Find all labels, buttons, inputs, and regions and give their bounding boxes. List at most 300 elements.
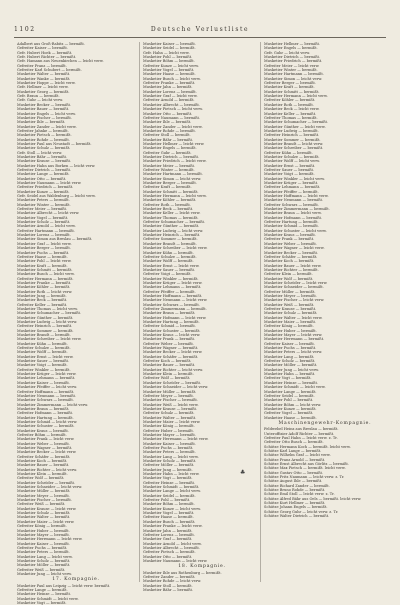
list-item: Gefreiter Böhm — bermißt. xyxy=(17,432,67,437)
list-item: Musketier Schröder — bermißt. xyxy=(143,380,202,385)
list-item: Musketier Huber — bermißt. xyxy=(17,528,70,533)
list-item: Musketier Bauer — bermißt. xyxy=(17,463,70,468)
list-item: Musketier Krüger — leicht verw. xyxy=(143,280,203,285)
list-item: Musketier Kühn — bermißt. xyxy=(17,341,68,346)
list-item: Musketier Winter — bermißt. xyxy=(264,68,318,73)
section-heading: 18. Kompagnie. xyxy=(178,564,226,570)
list-item: Schütze Kurt Hellmer — bermißt. xyxy=(264,501,326,506)
printer-mark-icon: ♣ xyxy=(240,469,246,476)
list-item: Musketier Meyer — bermißt. xyxy=(264,293,317,298)
list-item: Gefreiter Lehmann — bermißt. xyxy=(264,185,321,190)
list-item: Musketier Wagner — leicht verw. xyxy=(264,246,325,251)
list-item: Musketier Wolff — bermißt. xyxy=(17,350,68,355)
list-item: Gefreiter Lorenz — bermißt. xyxy=(143,532,195,537)
list-item: Gefreiter Heinrich — bermißt. xyxy=(264,133,320,138)
list-item: Gefreiter Otto Busch — bermißt. xyxy=(264,440,324,445)
list-item: Musketier Hofmann — bermißt. xyxy=(264,215,323,220)
list-item: Musketier Seidel — bermißt. xyxy=(143,46,196,51)
list-item: Gefreiter Seidel — bermißt. xyxy=(264,393,315,398)
list-item: Musketier Walter — bermißt. xyxy=(143,415,197,420)
list-item: Musketier Peters — bermißt. xyxy=(17,550,70,555)
list-item: Gefreiter Möller — bermißt. xyxy=(143,463,195,468)
column-3 xyxy=(264,42,386,582)
list-item: Gefreiter Schmid — bermißt. xyxy=(143,324,196,329)
list-item: Musketier Heinrich — bermißt. xyxy=(143,233,201,238)
list-item: Adalbert aus Groß-Rabitz — bermißt. xyxy=(17,42,86,46)
list-item: Gefreiter Krause — bermißt. xyxy=(264,306,317,311)
list-item: Gefr. Hubert Hoek — bermißt. xyxy=(17,50,73,55)
list-item: Gefreiter Meier — bermißt. xyxy=(17,207,68,212)
list-item: Musketier Neumann — leicht verw. xyxy=(143,298,208,303)
list-item: Musketier Lang — bermißt. xyxy=(264,354,315,359)
list-item: Musketier Haase — bermißt. xyxy=(264,415,317,420)
list-item: Musketier Lang — leicht verw. xyxy=(143,454,199,459)
list-item: Musketier Franke — leicht verw. xyxy=(143,524,203,529)
list-item: Gefreiter Meyer — bermißt. xyxy=(143,393,195,398)
list-item: Musketier Maier — bermißt. xyxy=(264,320,317,324)
list-item: Musketier Wanke — bermißt. xyxy=(17,76,71,81)
list-item: Musketier Ernst — leicht verw. xyxy=(143,263,200,268)
list-item: Schütze Richard Zander — bermißt. xyxy=(264,483,330,488)
list-item: Musketier Thomas — leicht verw. xyxy=(17,306,78,311)
list-item: Musketier Jung — bermißt. xyxy=(17,293,67,298)
list-item: Gefreiter Schumacher — bermißt. xyxy=(143,220,206,225)
list-item: Musketier Ernst — leicht verw. xyxy=(17,354,74,359)
list-item: Musketier Wagner — bermißt. xyxy=(17,445,73,450)
list-item: Gefreiter Hermann — bermißt. xyxy=(17,276,74,281)
list-item: Musketier Vogel — bermißt. xyxy=(143,68,195,73)
list-item: Gefr. Guhr — leicht verw. xyxy=(264,50,311,55)
list-item: Musketier Friedrich — bermißt. xyxy=(264,59,323,64)
list-item: Musketier Schuster — leicht verw. xyxy=(264,228,327,233)
list-item: Musketier Schulz — bermißt. xyxy=(17,511,71,516)
list-item: Gefreiter Müller — bermißt. xyxy=(264,289,316,294)
list-item: Musketier Schneider — bermißt. xyxy=(264,285,324,290)
list-item: Musketier Hoppe — leicht verw. xyxy=(17,81,76,86)
list-item: Musketier Günther — bermißt. xyxy=(17,315,74,320)
list-item: Musketier Wolff — leicht verw. xyxy=(264,159,320,164)
list-item: Gefreiter Roth — bermißt. xyxy=(143,202,191,207)
list-item: Musketier Koch — bermißt. xyxy=(17,459,68,463)
list-item: Musketier Hellmer — bermißt. xyxy=(264,42,321,46)
list-item: Musketier Winter — bermißt. xyxy=(17,202,71,207)
list-item: Musketier Köhler — bermißt. xyxy=(17,285,71,290)
list-item: Musketier Thomas — bermißt. xyxy=(143,215,199,220)
section-heading: Maschinengewehr-Kompagnie. xyxy=(278,420,372,426)
list-item: Musketier Scholz — bermißt. xyxy=(17,558,71,563)
list-item: Musketier Scholz — bermißt. xyxy=(17,220,71,225)
list-item: Musketier Becker — bermißt. xyxy=(264,250,319,255)
list-item: Musketier Naumann — leicht verw. xyxy=(143,558,208,563)
list-item: Musketier Kühn — bermißt. xyxy=(143,250,194,255)
list-item: Musketier Graf — leicht verw. xyxy=(143,94,198,99)
list-item: Musketier Becker — leicht verw. xyxy=(17,450,77,455)
list-item: Musketier Peters — bermißt. xyxy=(143,450,196,455)
list-item: Musketier Walter — bermißt. xyxy=(17,72,71,77)
list-item: Musketier Simon aus Breslau — bermißt. xyxy=(17,237,93,242)
list-item: Musketier Schmidt — bermißt. xyxy=(143,485,200,490)
list-item: Musketier Möller — bermißt. xyxy=(264,363,318,368)
list-item: Musketier Schumacher — bermißt. xyxy=(17,311,82,316)
list-item: Musketier Lange — bermißt. xyxy=(17,172,70,177)
list-item: Musketier Hartmann — bermißt. xyxy=(143,172,203,177)
list-item: Musketier Ludwig — bermißt. xyxy=(264,128,319,133)
list-item: Musketier Albrecht — leicht verw. xyxy=(17,211,80,216)
list-item: Musketier Berger — bermißt. xyxy=(17,246,71,251)
list-item: Musketier Hoffmann — bermißt. xyxy=(143,293,203,298)
list-item: Musketier Beck — leicht verw. xyxy=(264,107,320,112)
list-item: Gefreiter Kühn — bermißt. xyxy=(264,150,313,155)
list-item: Musketier Bauer — leicht verw. xyxy=(264,263,322,268)
list-item: Musketier Otto — bermißt. xyxy=(17,176,67,181)
list-item: Musketier Schmidt — leicht verw. xyxy=(264,385,326,390)
list-item: Gefr. Hamann aus Neuenkirchen — leicht verw. xyxy=(17,59,104,64)
list-item: Gefreiter Schulze — bermißt. xyxy=(143,254,197,259)
list-item: Musketier Haase — bermißt. xyxy=(143,72,196,77)
list-item: Musketier Beck — bermißt. xyxy=(17,298,68,303)
column-divider xyxy=(139,42,140,582)
list-item: Musketier Voigt — bermißt. xyxy=(17,363,68,368)
list-item: Musketier Meyer — bermißt. xyxy=(17,493,70,498)
list-item: Musketier Hermann — leicht verw. xyxy=(143,194,207,199)
list-item: Musketier Schäfer — bermißt. xyxy=(143,354,199,359)
list-item: Musketier Dietrich — bermißt. xyxy=(264,55,321,60)
list-item: Musketier Brandt — leicht verw. xyxy=(264,141,324,146)
list-item: Musketier Krause — leicht verw. xyxy=(17,506,77,511)
list-item: Gefreiter Hartung — bermißt. xyxy=(264,220,319,225)
list-item: Musketier Walter — leicht verw. xyxy=(264,315,323,320)
list-item: Schütze Fritz Naumann — leicht verw. z. Tr. xyxy=(264,475,345,480)
list-item: Gefreiter Hartmann — bermißt. xyxy=(17,228,75,233)
list-item: Gefreiter Weber — bermißt. xyxy=(143,341,194,346)
list-item: Feldwebel Heinz aus Breslau — bermißt. xyxy=(264,427,339,432)
list-item: Musketier Jung — bermißt. xyxy=(143,467,193,472)
list-item: Musketier Schulz — bermißt. xyxy=(17,146,71,151)
list-item: Musketier Heinze — bermißt. xyxy=(17,592,72,597)
list-item: Musketier Fischer — bermißt. xyxy=(17,115,72,120)
list-item: Gefreiter Hofmann — bermißt. xyxy=(17,411,74,416)
list-item: Musketier Herrmann — leicht verw. xyxy=(17,537,83,542)
list-item: Musketier Paul aus Leipzig — leicht verw. bermißt. xyxy=(17,583,111,588)
list-item: Musketier Peters — leicht verw. xyxy=(264,350,323,355)
list-item: Musketier Sommer — bermißt. xyxy=(264,137,321,142)
list-item: Gefreiter Haase — bermißt. xyxy=(143,515,194,520)
list-item: Musketier Ihle aus Rothenburg — bermißt. xyxy=(143,570,222,575)
list-item: Musketier Kraft — bermißt. xyxy=(264,85,315,90)
list-item: Gefreiter Pohl — bermißt. xyxy=(143,498,191,503)
list-item: Musketier Lang — leicht verw. xyxy=(17,554,73,559)
list-item: Musketier Schulze — bermißt. xyxy=(264,154,320,159)
list-item: Musketier Arnold — leicht verw. xyxy=(17,224,76,229)
list-item: Musketier Schröder — bermißt. xyxy=(17,480,76,485)
list-item: Musketier Krüger — bermißt. xyxy=(264,181,319,185)
list-item: Musketier Kraft — bermißt. xyxy=(17,263,68,268)
list-item: Musketier Pietsch — leicht verw. xyxy=(143,107,203,112)
list-item: Musketier Busch — leicht verw. xyxy=(17,272,75,277)
list-item: Musketier Schmidt — leicht verw. xyxy=(17,596,79,601)
list-item: Musketier Vogt — bermißt. xyxy=(143,476,193,481)
list-item: Musketier Frank — leicht verw. xyxy=(17,437,75,442)
list-item: Musketier Vogel — bermißt. xyxy=(17,215,69,220)
list-item: Musketier Schmid — bermißt. xyxy=(264,224,319,229)
list-item: Musketier Pohl — leicht verw. xyxy=(17,259,72,264)
list-item: Musketier Kaiser — bermißt. xyxy=(143,42,196,46)
list-item: Gefreiter Franz — bermißt. xyxy=(17,63,67,68)
list-item: Musketier Richter — leicht verw. xyxy=(143,367,204,372)
list-item: Gefreiter Winter — bermißt. xyxy=(143,167,195,172)
list-item: Musketier Hahn — bermißt. xyxy=(264,372,316,377)
list-item: Musketier Krüger — leicht verw. xyxy=(17,372,77,377)
list-item: Musketier Lorenz — bermißt. xyxy=(17,233,71,238)
list-item: Gefreiter Arnold — bermißt. xyxy=(143,98,195,103)
list-item: Musketier Kaiser — bermißt. xyxy=(17,380,70,385)
list-item: Musketier Günther — leicht verw. xyxy=(264,124,326,129)
list-item: Musketier Hartmann — bermißt. xyxy=(264,72,324,77)
list-item: Musketier Braun — bermißt. xyxy=(143,311,196,316)
list-item: Musketier Kunze — leicht verw. xyxy=(143,506,201,511)
list-item: Gefr. Hellmer — leicht verw. xyxy=(17,85,69,90)
list-item: Musketier Pfeiffer — bermißt. xyxy=(264,189,319,194)
list-item: Musketier Mayer — leicht verw. xyxy=(264,333,323,338)
list-item: Musketier Kraus — bermißt. xyxy=(17,428,69,433)
list-item: Musketier Rohde — bermißt. xyxy=(143,128,196,133)
list-item: Musketier Pfeiffer — leicht verw. xyxy=(17,385,78,390)
list-item: Musketier Maier — leicht verw. xyxy=(17,519,75,524)
list-item: Musketier Roth — bermißt. xyxy=(264,102,314,107)
list-item: Musketier Bähr — bermißt. xyxy=(143,587,194,592)
list-item: Musketier Ihle — bermißt. xyxy=(143,120,192,125)
list-item: Musketier Scholz — bermißt. xyxy=(143,459,197,463)
list-item: Schütze August Ihle — bermißt. xyxy=(264,479,323,484)
list-item: Gefreiter Weiß — bermißt. xyxy=(17,567,66,572)
list-item: Musketier Schneider — leicht verw. xyxy=(17,485,83,490)
list-item: Gefreiter Klein — bermißt. xyxy=(264,272,313,277)
list-item: Musketier Georg — bermißt. xyxy=(17,89,70,94)
list-item: Gefreiter Berger — bermißt. xyxy=(264,81,316,86)
list-item: Gefreiter Winkler — bermißt. xyxy=(17,367,71,372)
list-item: Musketier Voigt — bermißt. xyxy=(264,172,315,177)
list-item: Musketier Hofmann — leicht verw. xyxy=(143,315,207,320)
list-item: Musketier Jung — leicht verw. xyxy=(17,571,72,576)
list-item: Musketier Maier — leicht verw. xyxy=(143,419,201,424)
list-item: Musketier Stoll — bermißt. xyxy=(143,583,193,588)
list-item: Musketier Ihle — bermißt. xyxy=(17,120,66,125)
list-item: Gefreiter Paul Hahn — leicht verw. z. Tr. xyxy=(264,435,338,440)
list-item: Unteroffizier Adolf Richter — bermißt. xyxy=(264,431,335,436)
list-item: Schütze Gustav Otto — bermißt. xyxy=(264,470,324,475)
list-item: Gefreiter Koch — bermißt. xyxy=(143,359,192,364)
list-item: Musketier Mayer — bermißt. xyxy=(17,532,70,537)
list-item: Gefr. Braun — bermißt. xyxy=(17,94,60,99)
list-item: Musketier Krause — bermißt. xyxy=(143,406,198,411)
list-item: Musketier Fuchs — bermißt. xyxy=(264,346,317,351)
page-title: Deutsche Verlustliste xyxy=(150,26,250,33)
list-item: Gefreiter Schäfer — bermißt. xyxy=(17,454,71,459)
list-item: Gefreiter Vogt — bermißt. xyxy=(264,376,312,381)
list-item: Musketier Weiß — leicht verw. xyxy=(143,402,199,407)
list-item: Schütze Alfred Bähr aus Oels — bermißt. leicht verw. xyxy=(264,496,362,501)
list-item: Musketier Zimmermann — leicht verw. xyxy=(17,402,89,407)
list-item: Musketier Müller — bermißt. xyxy=(17,489,71,494)
column-2 xyxy=(143,42,261,592)
list-item: Musketier Zander — leicht verw. xyxy=(17,124,77,129)
list-item: Gefreiter Weiß — bermißt. xyxy=(17,502,66,507)
list-item: Musketier Vogel — bermißt. xyxy=(143,511,195,516)
list-item: Musketier Graf — bermißt. xyxy=(143,537,193,542)
section-heading: 17. Kompagnie. xyxy=(52,577,100,583)
list-item: Musketier Paul aus Neustadt — bermißt. xyxy=(17,141,92,146)
list-item: Musketier Kaiser — bermißt. xyxy=(143,441,196,446)
list-item: Musketier Lehmann — bermißt. xyxy=(143,285,202,290)
list-item: Gefreiter Pietsch — bermißt. xyxy=(143,550,196,555)
list-item: Musketier Lange — bermißt. xyxy=(264,389,317,394)
list-item: Gefreiter Heinrich — bermißt. xyxy=(17,324,73,329)
list-item: Musketier Fuchs — bermißt. xyxy=(17,250,70,255)
list-item: Musketier Ludwig — leicht verw. xyxy=(17,320,78,324)
list-item: Musketier Busch — leicht verw. xyxy=(143,76,201,81)
list-item: Musketier Lange — leicht verw. xyxy=(143,489,201,494)
list-item: Schütze Karl Lange — bermißt. xyxy=(264,448,322,453)
list-item: Musketier Bauer — bermißt. xyxy=(17,107,70,112)
list-item: Musketier Peters — bermißt. xyxy=(17,198,70,203)
list-item: Musketier Böhm — leicht verw. xyxy=(264,402,322,407)
list-item: Musketier Winkler — leicht verw. xyxy=(264,176,325,181)
list-item: Musketier Schmitt — bermißt. xyxy=(143,189,199,194)
list-item: Gefr. Stoll — leicht verw. xyxy=(17,150,63,155)
list-item: Musketier Otto — bermißt. xyxy=(143,554,193,559)
list-item: Musketier Ernst — bermißt. xyxy=(264,163,316,168)
page-number: 1102 xyxy=(14,26,36,33)
list-item: Gefreiter Schäfer — bermißt. xyxy=(264,254,318,259)
list-item: Musketier Weiß — bermißt. xyxy=(264,302,315,307)
list-item: Schütze Ernst Albrecht aus Görlitz — bermißt. xyxy=(264,462,350,466)
list-item: Gefreiter Lange — bermißt. xyxy=(17,587,68,592)
list-item: Musketier Huber — bermißt. xyxy=(264,328,317,333)
list-item: Schütze Wilhelm Graf — leicht verw. xyxy=(264,453,331,458)
list-item: Musketier Herrmann — leicht verw. xyxy=(143,437,209,442)
list-item: Musketier Schwarz — bermißt. xyxy=(143,302,200,307)
list-item: Gefreiter Karl Schubert — bermißt. xyxy=(17,68,82,73)
list-item: Musketier Engels — leicht verw. xyxy=(17,111,76,116)
list-item: Musketier Jahn — bermißt. xyxy=(143,85,193,90)
list-item: Gefreiter König — bermißt. xyxy=(17,524,67,529)
list-item: Musketier Walter — bermißt. xyxy=(17,515,71,520)
list-item: Musketier Seidel — bermißt. xyxy=(143,493,196,498)
list-item: Musketier Richter — leicht verw. xyxy=(17,467,78,472)
list-item: Musketier Sauer — bermißt. xyxy=(17,359,70,364)
list-item: Musketier Schreiber — leicht verw. xyxy=(143,246,208,251)
list-item: Gefreiter Friedrich — bermißt. xyxy=(17,185,74,190)
list-item: Gefreiter Thomas — bermißt. xyxy=(264,115,318,120)
list-item: Musketier Lehmann — bermißt. xyxy=(17,376,76,381)
list-item: Musketier Müller — bermißt. xyxy=(143,389,197,394)
list-item: Musketier Engels — bermißt. xyxy=(264,46,318,51)
list-item: Musketier Dietrich — bermißt. xyxy=(143,154,200,159)
list-item: Schütze Bruno Rohde — bermißt. xyxy=(264,488,326,493)
list-item: Musketier König — bermißt. xyxy=(143,424,195,429)
list-item: Musketier Pohl — bermißt. xyxy=(264,398,314,403)
list-item: Schütze Johann Engels — bermißt. xyxy=(264,505,328,510)
list-item: Gefr. Guhr — leicht verw. xyxy=(17,98,64,103)
list-item: Gefreiter Scholz — bermißt. xyxy=(264,359,316,364)
list-item: Musketier Zimmermann — bermißt. xyxy=(264,207,330,212)
list-item: Musketier Bauer — bermißt. xyxy=(143,363,196,368)
list-item: Musketier Vogt — bermißt. xyxy=(17,601,67,605)
list-item: Musketier Beck — bermißt. xyxy=(143,207,194,212)
list-item: Musketier Hartung — bermißt. xyxy=(17,415,74,420)
list-item: Musketier Sommer — bermißt. xyxy=(17,328,74,333)
list-item: Musketier Schwarz — bermißt. xyxy=(17,398,74,403)
list-item: Musketier Meier — bermißt. xyxy=(143,163,196,168)
list-item: Gefreiter Zander — bermißt. xyxy=(143,574,196,579)
list-item: Gefreiter Sommer — bermißt. xyxy=(143,237,198,242)
list-item: Musketier Naumann — leicht verw. xyxy=(17,181,82,185)
list-item: Gefreiter Kaiser — bermißt. xyxy=(264,341,315,346)
list-item: Musketier Simon — leicht verw. xyxy=(264,76,323,81)
list-item: Schütze Hermann Koch — bermißt. leicht verw. xyxy=(264,444,351,449)
list-item: Musketier Wolff — bermißt. xyxy=(143,259,194,264)
list-item: Gefreiter Fuchs — bermißt. xyxy=(17,545,68,550)
list-item: Musketier Fischer — bermißt. xyxy=(17,498,72,503)
list-item: Gefreiter Naumann — bermißt. xyxy=(143,115,201,120)
list-item: Musketier Neumann — bermißt. xyxy=(264,198,324,203)
list-item: Musketier Rohde — bermißt. xyxy=(17,137,70,142)
list-item: Musketier Albrecht — bermißt. xyxy=(143,545,200,550)
list-item: Musketier Bähr — bermißt. xyxy=(17,154,68,159)
list-item: Musketier Hellmer — leicht verw. xyxy=(143,141,205,146)
list-item: Schütze Max Pietsch — bermißt. leicht verw. xyxy=(264,466,346,471)
list-item: Musketier Klein — bermißt. xyxy=(143,372,194,377)
list-item: Gefr. Hubert Richter — bermißt. xyxy=(17,55,77,60)
list-item: Musketier Schulz — bermißt. xyxy=(264,311,318,316)
list-item: Musketier Hahn aus Borken — leicht verw. xyxy=(17,163,96,168)
list-item: Musketier Zander — leicht verw. xyxy=(143,124,203,129)
list-item: Gefreiter Jahnke — bermißt. xyxy=(17,128,69,133)
list-item: Schütze Walter Dietrich — bermißt. xyxy=(264,514,330,519)
column-1 xyxy=(17,42,135,605)
list-item: Musketier Möller — bermißt. xyxy=(17,563,71,568)
list-item: Musketier Schreiber — leicht verw. xyxy=(17,337,82,342)
list-item: Gefreiter Huber — bermißt. xyxy=(143,428,194,433)
list-item: Musketier Albrecht — bermißt. xyxy=(143,102,200,107)
list-item: Musketier Schreiber — bermißt. xyxy=(264,146,324,151)
list-item: Gefr. Seidel aus Waldenburg — leicht verw. xyxy=(17,194,96,199)
list-item: Gefreiter Zimmermann — bermißt. xyxy=(143,306,207,311)
list-item: Musketier Günther — bermißt. xyxy=(143,224,200,229)
list-item: Musketier Fischer — bermißt. xyxy=(143,398,198,403)
list-item: Schütze Franz Arnold — bermißt. xyxy=(264,457,326,462)
list-item: Gefreiter Wolf — bermißt. xyxy=(17,476,65,481)
list-item: Musketier Böhm — bermißt. xyxy=(143,59,195,64)
list-item: Musketier Bähr — bermißt. xyxy=(143,137,194,142)
list-item: Musketier Keller — bermißt. xyxy=(264,111,317,116)
list-item: Musketier Jung — leicht verw. xyxy=(264,367,319,372)
list-item: Gefreiter Kunze — leicht verw. xyxy=(143,63,199,68)
list-item: Musketier Wagner — bermißt. xyxy=(143,346,199,351)
list-item: Musketier Engels — bermißt. xyxy=(143,146,197,151)
list-item: Musketier Lorenz — bermißt. xyxy=(143,89,197,94)
list-item: Gefreiter Dietrich — bermißt. xyxy=(17,167,72,172)
list-item: Musketier Hartung — bermißt. xyxy=(143,320,200,324)
list-item: Musketier Schumacher — bermißt. xyxy=(264,120,329,125)
list-item: Musketier Graf — leicht verw. xyxy=(17,241,72,246)
list-item: Gefreiter Stoll — bermißt. xyxy=(143,133,191,138)
list-item: Musketier Richter — bermißt. xyxy=(264,267,319,272)
list-item: Schütze Emil Stoll — leicht verw. z. Tr. xyxy=(264,492,335,497)
list-item: Musketier Roth — leicht verw. xyxy=(17,289,73,294)
list-item: Musketier Schröder — leicht verw. xyxy=(264,280,328,285)
list-item: Gefreiter Wolf — bermißt. xyxy=(143,376,191,381)
